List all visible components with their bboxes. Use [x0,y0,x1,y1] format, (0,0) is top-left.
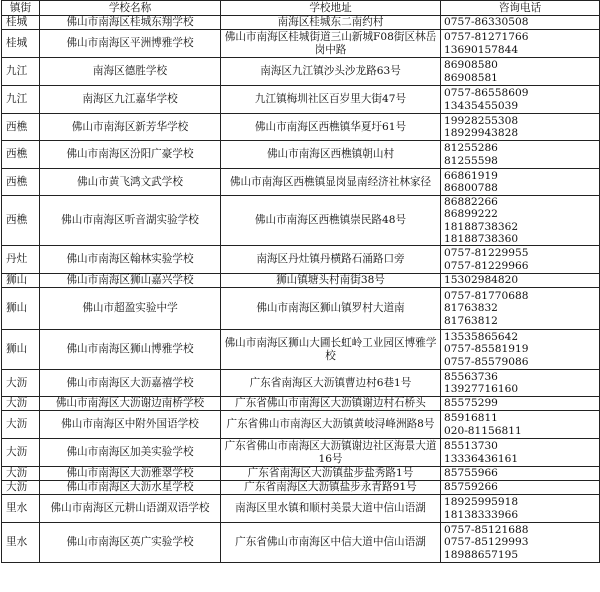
school-address-cell: 广东省佛山市南海区大沥镇谢边社区海景大道16号 [221,439,441,467]
town-cell: 大沥 [2,370,40,397]
header-name: 学校名称 [40,1,221,16]
school-name-cell: 佛山市南海区中附外国语学校 [40,411,221,439]
phone-cell [441,246,600,274]
phone-number: 13435455039 [444,99,519,112]
town-cell: 丹灶 [2,246,40,274]
phone-cell [441,523,600,563]
town-cell: 狮山 [2,274,40,288]
school-name-cell: 佛山市南海区大沥雅翠学校 [40,467,221,481]
school-address-cell: 广东省佛山市南海区大沥镇谢边村石桥头 [221,397,441,411]
table-body [2,16,600,563]
school-name-cell: 佛山市黄飞鸿文武学校 [40,169,221,196]
phone-cell [441,16,600,30]
phone-number: 86908580 [444,59,498,72]
school-address-cell: 广东省南海区大沥镇盐步盐秀路1号 [221,467,441,481]
town-cell: 西樵 [2,169,40,196]
phone-number: 85513730 [444,440,498,453]
table-row [2,439,600,467]
school-name-cell: 南海区九江嘉华学校 [40,86,221,114]
school-name-cell: 佛山市南海区狮山嘉兴学校 [40,274,221,288]
phone-number: 18925995918 [444,496,519,509]
phone-number: 0757-85581919 [444,343,529,356]
school-name-cell: 佛山市南海区狮山博雅学校 [40,330,221,370]
school-name-cell: 佛山市南海区大沥谢边南桥学校 [40,397,221,411]
table-row [2,467,600,481]
phone-cell [441,467,600,481]
school-address-cell: 佛山市南海区西樵镇显岗显南经济社林家径 [221,169,441,196]
town-cell: 大沥 [2,397,40,411]
table-row [2,397,600,411]
phone-cell [441,481,600,495]
school-name-cell: 佛山市南海区元耕山语湖双语学校 [40,495,221,523]
town-cell: 大沥 [2,481,40,495]
phone-number: 020-81156811 [444,424,522,437]
school-name-cell: 佛山市南海区英广实验学校 [40,523,221,563]
school-name-cell: 佛山市超盈实验中学 [40,288,221,330]
header-phone: 咨询电话 [441,1,600,16]
table-row [2,16,600,30]
town-cell: 西樵 [2,141,40,169]
phone-number: 85755966 [444,467,498,480]
school-address-cell: 南海区里水镇和顺村美景大道中信山语湖 [221,495,441,523]
table-row [2,141,600,169]
school-address-cell: 广东省佛山市南海区大沥镇黄岐浔峰洲路8号 [221,411,441,439]
table-row [2,246,600,274]
town-cell: 九江 [2,58,40,86]
phone-number: 85759266 [444,481,498,494]
phone-cell [441,397,600,411]
school-address-cell: 九江镇梅圳社区百岁里大街47号 [221,86,441,114]
school-address-cell: 狮山镇塘头村南街38号 [221,274,441,288]
header-address: 学校地址 [221,1,441,16]
phone-cell [441,288,600,330]
table-row [2,196,600,246]
school-name-cell: 佛山市南海区大沥嘉禧学校 [40,370,221,397]
school-address-cell: 佛山市南海区狮山大圃长虹岭工业园区博雅学校 [221,330,441,370]
phone-number: 86899222 [444,208,498,221]
phone-number: 81763812 [444,314,498,327]
school-name-cell: 佛山市南海区桂城东翔学校 [40,16,221,30]
table-row [2,114,600,141]
phone-number: 86908581 [444,71,498,84]
school-address-cell: 广东省南海区大沥镇盐步永青路91号 [221,481,441,495]
phone-number: 13535865642 [444,331,519,344]
school-name-cell: 佛山市南海区加美实验学校 [40,439,221,467]
phone-number: 19928255308 [444,114,519,127]
phone-number: 13336436161 [444,452,519,465]
phone-number: 0757-81770688 [444,290,529,303]
school-address-cell: 佛山市南海区西樵镇朝山村 [221,141,441,169]
table-row [2,495,600,523]
table-row [2,411,600,439]
phone-number: 13927716160 [444,383,519,395]
phone-number: 81255598 [444,154,498,167]
phone-number: 86882266 [444,196,498,209]
phone-number: 15302984820 [444,274,519,287]
phone-number: 81763832 [444,302,498,315]
table-row [2,30,600,58]
phone-number: 0757-81271766 [444,31,529,44]
town-cell: 西樵 [2,114,40,141]
school-name-cell: 佛山市南海区汾阳广豪学校 [40,141,221,169]
phone-number: 13690157844 [444,43,519,56]
school-address-cell: 佛山市南海区西樵镇崇民路48号 [221,196,441,246]
school-address-cell: 广东省南海区大沥镇曹边村6巷1号 [221,370,441,397]
table-row [2,481,600,495]
town-cell: 狮山 [2,330,40,370]
school-name-cell: 佛山市南海区听音湖实验学校 [40,196,221,246]
phone-number: 0757-85121688 [444,524,529,537]
town-cell: 九江 [2,86,40,114]
phone-cell [441,30,600,58]
school-table [1,0,600,563]
town-cell: 桂城 [2,16,40,30]
header-row [2,1,600,16]
town-cell: 狮山 [2,288,40,330]
table-row [2,274,600,288]
table-row [2,288,600,330]
town-cell: 里水 [2,523,40,563]
school-address-cell: 佛山市南海区西樵镇华夏圩61号 [221,114,441,141]
school-address-cell: 佛山市南海区桂城街道三山新城F08街区林岳岗中路 [221,30,441,58]
table-row [2,330,600,370]
table-row [2,523,600,563]
phone-cell [441,86,600,114]
phone-number: 0757-86330508 [444,16,529,29]
phone-number: 85575299 [444,397,498,410]
phone-number: 18988657195 [444,548,519,561]
school-name-cell: 南海区德胜学校 [40,58,221,86]
phone-number: 18188738360 [444,232,519,245]
phone-cell [441,330,600,370]
town-cell: 大沥 [2,439,40,467]
table-row [2,86,600,114]
school-address-cell: 南海区九江镇沙头沙龙路63号 [221,58,441,86]
phone-number: 0757-81229966 [444,259,529,272]
school-address-cell: 广东省佛山市南海区中信大道中信山语湖 [221,523,441,563]
phone-cell [441,58,600,86]
phone-cell [441,439,600,467]
town-cell: 里水 [2,495,40,523]
table-row [2,370,600,397]
phone-cell [441,274,600,288]
school-address-cell: 佛山市南海区狮山镇罗村大道南 [221,288,441,330]
school-address-cell: 南海区桂城东二南约村 [221,16,441,30]
town-cell: 西樵 [2,196,40,246]
phone-cell [441,370,600,397]
phone-number: 81255286 [444,142,498,155]
header-town: 镇街 [2,1,40,16]
phone-number: 18929943828 [444,127,519,139]
phone-cell [441,141,600,169]
school-name-cell: 佛山市南海区翰林实验学校 [40,246,221,274]
school-name-cell: 佛山市南海区平洲博雅学校 [40,30,221,58]
phone-number: 18138333966 [444,508,519,521]
table-row [2,58,600,86]
phone-number: 0757-85579086 [444,355,529,368]
phone-cell [441,196,600,246]
table-row [2,169,600,196]
phone-number: 66861919 [444,169,498,182]
school-name-cell: 佛山市南海区新芳华学校 [40,114,221,141]
town-cell: 大沥 [2,467,40,481]
town-cell: 桂城 [2,30,40,58]
town-cell: 大沥 [2,411,40,439]
phone-cell [441,495,600,523]
phone-number: 0757-81229955 [444,247,529,260]
phone-number: 86800788 [444,182,498,194]
phone-number: 18188738362 [444,220,519,233]
phone-number: 85563736 [444,370,498,383]
phone-cell [441,169,600,196]
phone-number: 0757-86558609 [444,87,529,100]
phone-cell [441,114,600,141]
school-address-cell: 南海区丹灶镇丹横路石涌路口旁 [221,246,441,274]
school-name-cell: 佛山市南海区大沥水星学校 [40,481,221,495]
phone-cell [441,411,600,439]
phone-number: 0757-85129993 [444,536,529,549]
phone-number: 85916811 [444,412,498,425]
